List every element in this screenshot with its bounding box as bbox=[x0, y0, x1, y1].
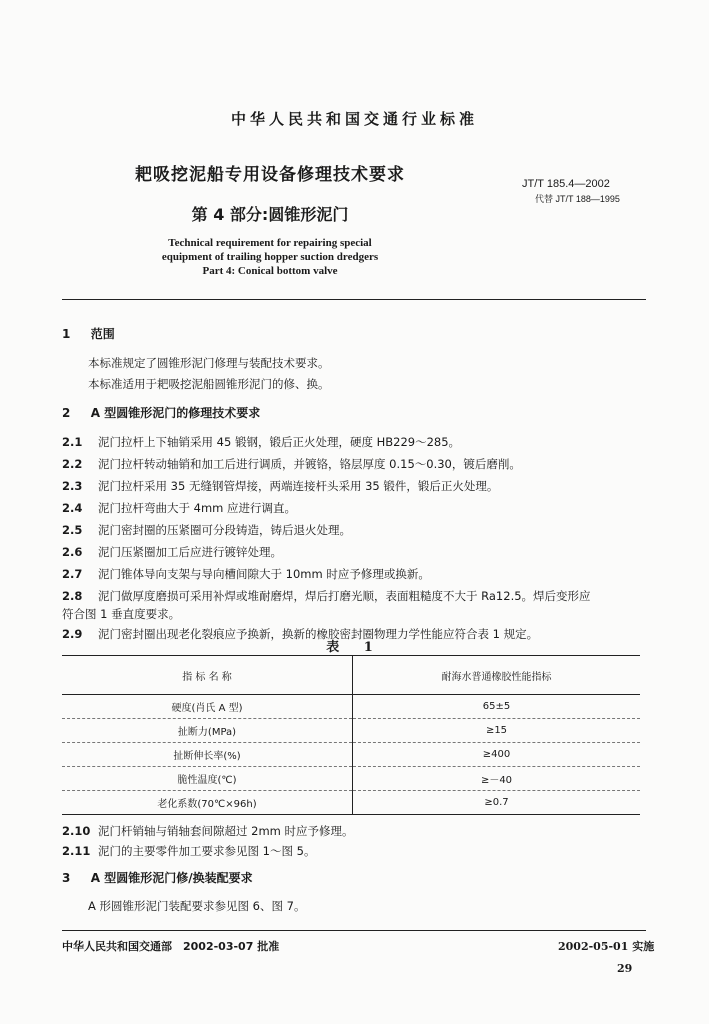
clause-number: 2.4 bbox=[62, 501, 83, 515]
table-header-cell: 耐海水普通橡胶性能指标 bbox=[353, 656, 641, 695]
clause-number: 2.9 bbox=[62, 627, 83, 641]
clause-number: 2.6 bbox=[62, 545, 83, 559]
clause-number: 2.7 bbox=[62, 567, 83, 581]
standard-code: JT/T 185.4—2002 bbox=[522, 178, 610, 190]
clause-number: 2.10 bbox=[62, 824, 91, 838]
table-row bbox=[62, 767, 640, 791]
table-cell: 65±5 bbox=[353, 695, 641, 719]
header-divider bbox=[62, 299, 646, 300]
paragraph: A 形圆锥形泥门装配要求参见图 6、图 7。 bbox=[88, 899, 306, 913]
table-cell: 老化系数(70℃×96h) bbox=[62, 791, 353, 815]
table-cell: ≥－40 bbox=[353, 767, 641, 791]
properties-table bbox=[62, 655, 640, 815]
clause-text: 泥门做厚度磨损可采用补焊或堆耐磨焊，焊后打磨光顺，表面粗糙度不大于 Ra12.5。焊后变形应 bbox=[98, 589, 591, 603]
table-header-cell: 指 标 名 称 bbox=[62, 656, 353, 695]
clause-text: 泥门压紧圈加工后应进行镀锌处理。 bbox=[98, 545, 282, 559]
clause-text: 泥门拉杆上下轴销采用 45 锻钢，锻后正火处理，硬度 HB229～285。 bbox=[98, 435, 461, 449]
section-heading bbox=[62, 404, 260, 421]
section-title: 范围 bbox=[90, 327, 115, 341]
table-cell: 硬度(肖氏 A 型) bbox=[62, 695, 353, 719]
clause bbox=[62, 434, 460, 450]
clause-number: 2.11 bbox=[62, 844, 91, 858]
clause-number: 2.3 bbox=[62, 479, 83, 493]
table-title: 表 1 bbox=[326, 640, 383, 655]
clause-number: 2.8 bbox=[62, 589, 83, 603]
clause-continuation: 符合图 1 垂直度要求。 bbox=[62, 607, 181, 621]
clause bbox=[62, 456, 521, 472]
table-row bbox=[62, 695, 640, 719]
table-row bbox=[62, 743, 640, 767]
clause-text: 泥门拉杆转动轴销和加工后进行调质，并镀铬，铬层厚度 0.15～0.30，镀后磨削。 bbox=[98, 457, 521, 471]
clause bbox=[62, 522, 351, 538]
clause-text: 泥门拉杆采用 35 无缝钢管焊接，两端连接杆头采用 35 锻件，锻后正火处理。 bbox=[98, 479, 499, 493]
clause-text: 泥门锥体导向支架与导向槽间隙大于 10mm 时应予修理或换新。 bbox=[98, 567, 430, 581]
clause bbox=[62, 588, 591, 604]
clause bbox=[62, 544, 282, 560]
clause bbox=[62, 566, 430, 582]
english-title-line: equipment of trailing hopper suction dredgers bbox=[161, 251, 379, 263]
clause-text: 泥门密封圈的压紧圈可分段铸造，铸后退火处理。 bbox=[98, 523, 351, 537]
english-title-line: Technical requirement for repairing special bbox=[168, 237, 372, 249]
table-row bbox=[62, 719, 640, 743]
table-header-row bbox=[62, 656, 640, 695]
table-row bbox=[62, 791, 640, 815]
clause-text: 泥门杆销轴与销轴套间隙超过 2mm 时应予修理。 bbox=[98, 824, 354, 838]
page-number: 29 bbox=[617, 962, 633, 975]
table-cell: ≥15 bbox=[353, 719, 641, 743]
standard-title: 耙吸挖泥船专用设备修理技术要求 bbox=[135, 165, 405, 185]
approval-date: 中华人民共和国交通部 2002-03-07 批准 bbox=[62, 940, 280, 953]
section-number: 3 bbox=[62, 871, 71, 885]
replaced-standard: 代替 JT/T 188—1995 bbox=[535, 194, 620, 204]
footer-divider bbox=[62, 930, 646, 931]
clause-text: 泥门密封圈出现老化裂痕应予换新，换新的橡胶密封圈物理力学性能应符合表 1 规定。 bbox=[98, 627, 539, 641]
clause-text: 泥门的主要零件加工要求参见图 1～图 5。 bbox=[98, 844, 316, 858]
table-cell: 扯断力(MPa) bbox=[62, 719, 353, 743]
clause-number: 2.2 bbox=[62, 457, 83, 471]
table-cell: 脆性温度(℃) bbox=[62, 767, 353, 791]
paragraph: 本标准适用于耙吸挖泥船圆锥形泥门的修、换。 bbox=[88, 377, 330, 391]
table-cell: ≥0.7 bbox=[484, 797, 509, 808]
table-cell: ≥400 bbox=[353, 743, 641, 767]
section-title: A 型圆锥形泥门的修理技术要求 bbox=[90, 406, 261, 420]
effective-date: 2002-05-01 实施 bbox=[558, 940, 655, 953]
section-title: A 型圆锥形泥门修/换装配要求 bbox=[90, 871, 253, 885]
clause-number: 2.1 bbox=[62, 435, 83, 449]
standard-subtitle: 第 4 部分:圆锥形泥门 bbox=[191, 205, 349, 224]
paragraph: 本标准规定了圆锥形泥门修理与装配技术要求。 bbox=[88, 356, 330, 370]
clause bbox=[62, 478, 498, 494]
section-heading bbox=[62, 869, 253, 886]
clause bbox=[62, 823, 354, 839]
clause bbox=[62, 500, 296, 516]
section-number: 2 bbox=[62, 406, 71, 420]
section-heading bbox=[62, 325, 115, 342]
section-number: 1 bbox=[62, 327, 71, 341]
clause bbox=[62, 843, 315, 859]
clause-number: 2.5 bbox=[62, 523, 83, 537]
english-title-line: Part 4: Conical bottom valve bbox=[202, 265, 338, 277]
table-cell: 扯断伸长率(%) bbox=[62, 743, 353, 767]
clause-text: 泥门拉杆弯曲大于 4mm 应进行调直。 bbox=[98, 501, 297, 515]
standard-organization: 中华人民共和国交通行业标准 bbox=[230, 110, 478, 128]
